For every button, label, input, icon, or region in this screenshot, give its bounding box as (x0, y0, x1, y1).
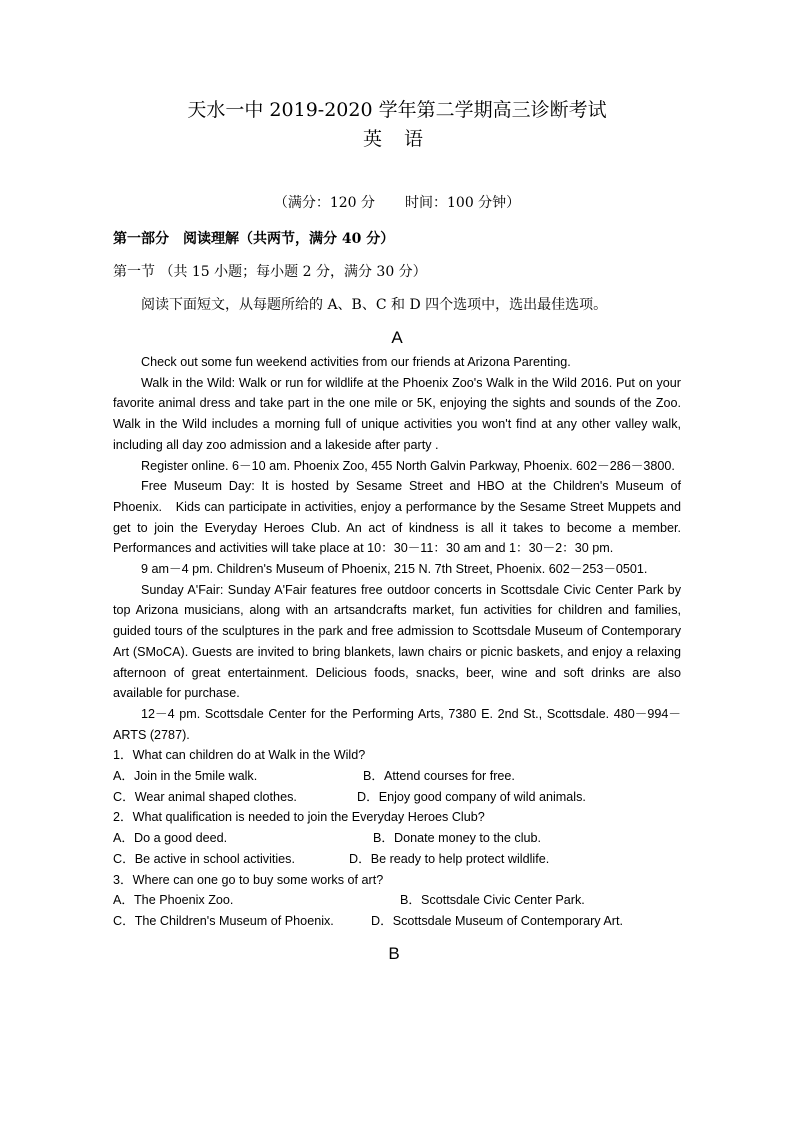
option-row (113, 890, 681, 911)
exam-title: 天水一中 2019-2020 学年第二学期高三诊断考试 (187, 99, 607, 121)
section-title: 第一节 （共 15 小题；每小题 2 分，满分 30 分） (113, 264, 427, 280)
question-stem: 1．What can children do at Walk in the Wild? (113, 748, 366, 763)
option-d: D．Be ready to help protect wildlife. (349, 851, 550, 866)
passage-a-body (113, 352, 681, 932)
option-c: C．The Children's Museum of Phoenix. (113, 913, 334, 928)
option-row (113, 849, 681, 870)
option-d: D．Scottsdale Museum of Contemporary Art. (371, 913, 623, 928)
option-row (113, 828, 681, 849)
part-title: 第一部分 阅读理解（共两节，满分 40 分） (113, 231, 395, 247)
passage-paragraph: 9 am－4 pm. Children's Museum of Phoenix, 215 N. 7th Street, Phoenix. 602－253－0501. (141, 562, 648, 577)
option-c: C．Wear animal shaped clothes. (113, 789, 297, 804)
time-info: 时间：100 分钟） (405, 195, 521, 211)
option-a: A．The Phoenix Zoo. (113, 893, 234, 908)
option-b: B．Scottsdale Civic Center Park. (400, 893, 585, 908)
passage-paragraph: Free Museum Day: It is hosted by Sesame Street and HBO at the Children's Museum of Phoenix. Kids can participate in activities, enjoy a performance by the Sesame Street Muppets and get to join the Everyday Heroes Club. An act of kindness is all it takes to become a member. Performances and activities will take place at 10：30－11：30 am and 1：30－2：30 pm. (113, 479, 681, 556)
passage-paragraph: Check out some fun weekend activities from our friends at Arizona Parenting. (141, 355, 571, 369)
option-b: B．Attend courses for free. (363, 769, 515, 784)
option-row (113, 766, 681, 787)
score-info: （满分：120 分 (273, 195, 375, 211)
exam-meta (0, 193, 794, 213)
option-a: A．Join in the 5mile walk. (113, 769, 258, 784)
option-row (113, 911, 681, 932)
passage-paragraph: Walk in the Wild: Walk or run for wildlife at the Phoenix Zoo's Walk in the Wild 2016. Put on your favorite animal dress and take part in the one mile or 5K, enjoying the sights and sounds of the Zoo. Walk in the Wild includes a morning full of unique activities you won't find at any other valley walk, including all day zoo admission and a lakeside after party . (113, 375, 681, 452)
passage-a-heading: A (391, 328, 403, 347)
option-b: B．Donate money to the club. (373, 831, 542, 846)
option-d: D．Enjoy good company of wild animals. (357, 789, 586, 804)
option-row (113, 787, 681, 808)
question-stem: 3．Where can one go to buy some works of art? (113, 872, 384, 887)
passage-b-heading: B (388, 944, 400, 963)
instruction: 阅读下面短文，从每题所给的 A、B、C 和 D 四个选项中，选出最佳选项。 (141, 297, 608, 313)
passage-paragraph: Register online. 6－10 am. Phoenix Zoo, 455 North Galvin Parkway, Phoenix. 602－286－3800. (141, 458, 675, 473)
passage-paragraph: 12－4 pm. Scottsdale Center for the Performing Arts, 7380 E. 2nd St., Scottsdale. 480－994－ARTS (2787). (113, 706, 681, 742)
question-stem: 2．What qualification is needed to join the Everyday Heroes Club? (113, 810, 485, 825)
subject-title: 英 语 (362, 128, 432, 150)
passage-paragraph: Sunday A'Fair: Sunday A'Fair features free outdoor concerts in Scottsdale Civic Center Park by top Arizona musicians, along with an artsandcrafts market, fun activities for children and families, guided tours of the sculptures in the park and free admission to Scottsdale Museum of Contemporary Art (SMoCA). Guests are invited to bring blankets, lawn chairs or picnic baskets, and enjoy a relaxing afternoon of great entertainment. Delicious foods, snacks, beer, wine and soft drinks are also available for purchase. (113, 582, 681, 701)
option-c: C．Be active in school activities. (113, 851, 295, 866)
option-a: A．Do a good deed. (113, 831, 228, 846)
